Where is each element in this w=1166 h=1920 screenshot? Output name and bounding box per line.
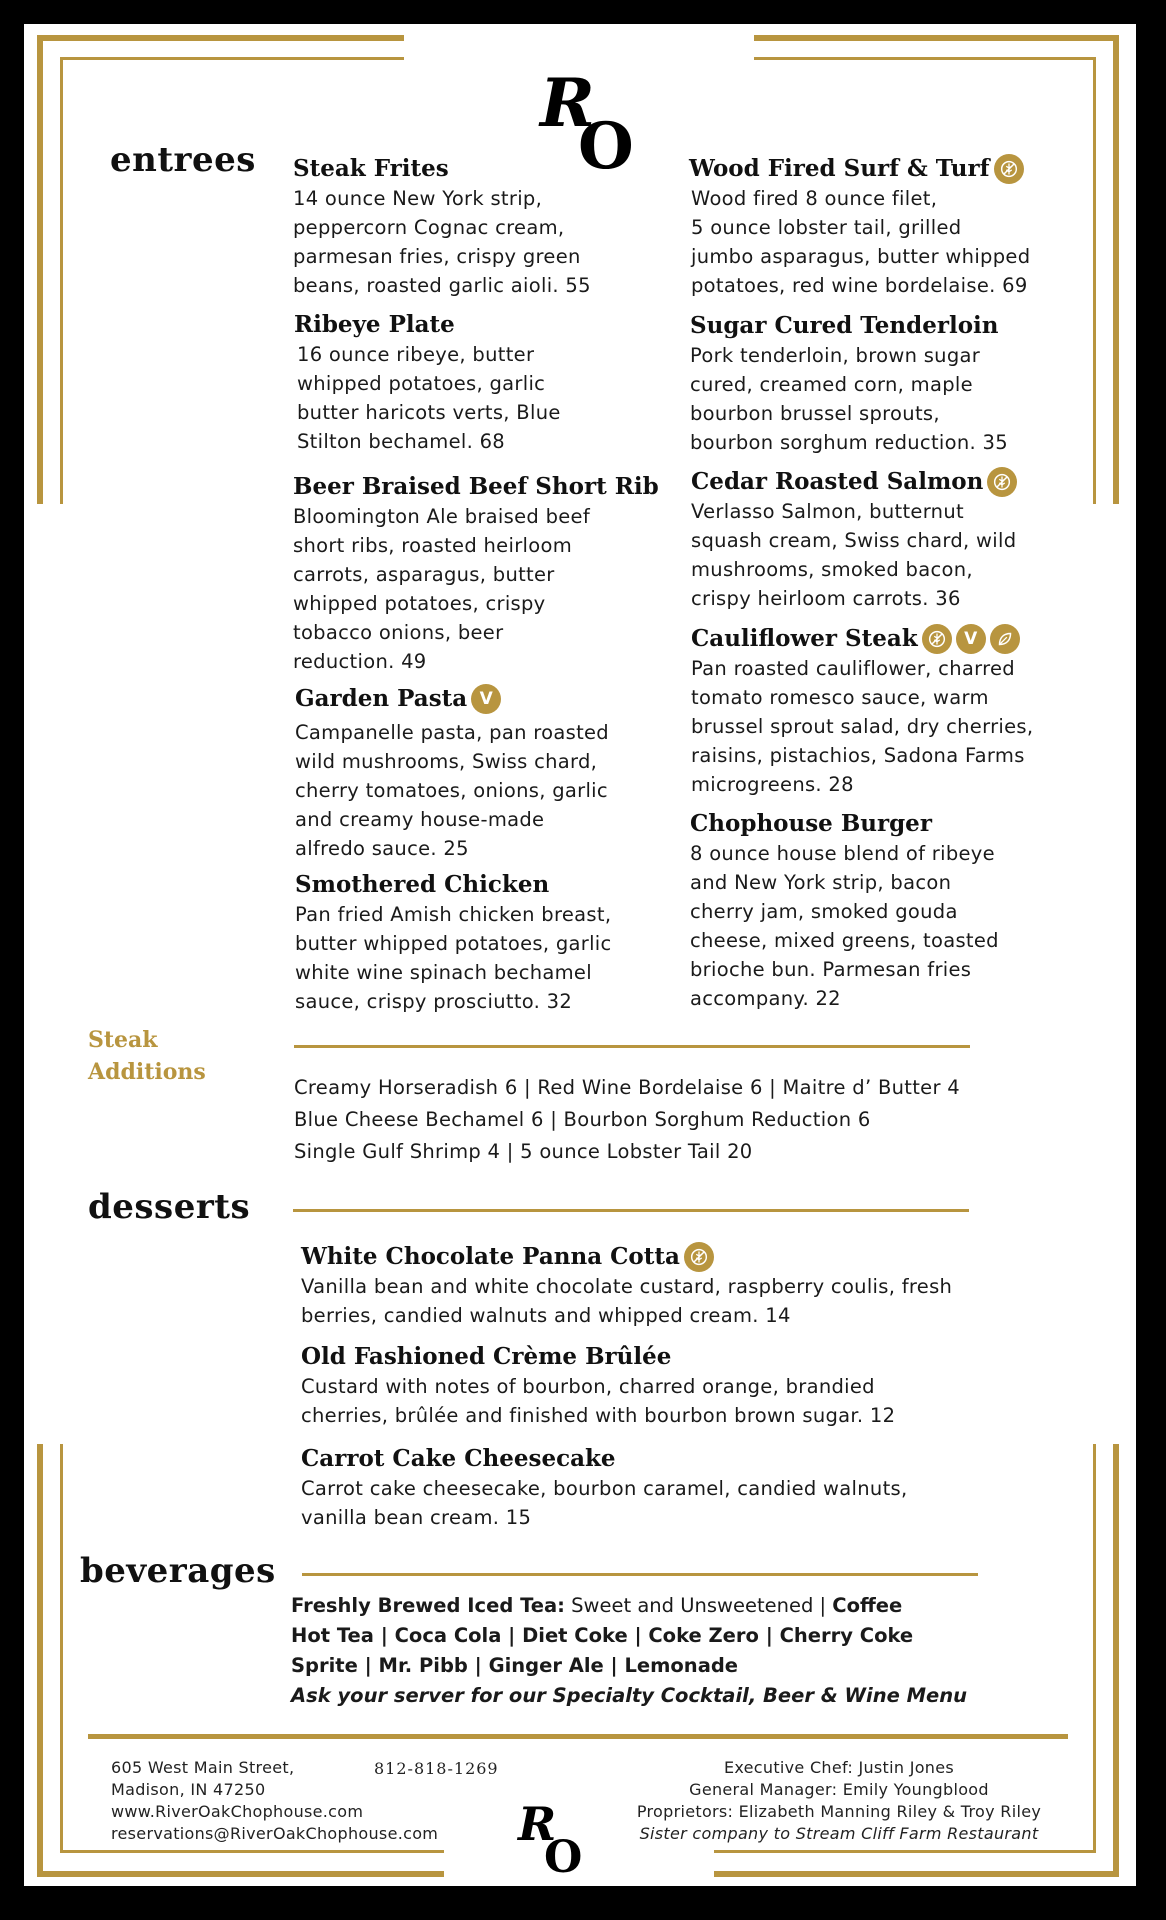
dish-name: White Chocolate Panna Cotta [301, 1242, 1101, 1272]
vegan-leaf-icon [990, 624, 1020, 654]
beverages-list: Freshly Brewed Iced Tea: Sweet and Unsweetened | Coffee Hot Tea | Coca Cola | Diet Coke | Coke Zero | Cherry Coke Sprite | Mr. Pibb | Ginger Ale | Lemonade Ask your server for our Specialty Cocktail, Beer & Wine Menu [291, 1594, 968, 1707]
phone-number[interactable]: 812-818-1269 [374, 1759, 499, 1778]
dish-desc: Carrot cake cheesecake, bourbon caramel, candied walnuts, vanilla bean cream. 15 [301, 1477, 908, 1529]
dish-name: Carrot Cake Cheesecake [301, 1445, 616, 1472]
dish-name: Cauliflower Steak V [691, 624, 1121, 654]
menu-item [293, 472, 683, 676]
menu-item [301, 1342, 1101, 1430]
website-link[interactable]: www.RiverOakChophouse.com [111, 1802, 364, 1821]
dish-name: Smothered Chicken [295, 871, 550, 898]
dish-name: Old Fashioned Crème Brûlée [301, 1343, 672, 1370]
menu-item [294, 310, 684, 456]
svg-text:O: O [578, 109, 634, 174]
dish-desc: Pan fried Amish chicken breast, butter whipped potatoes, garlic white wine spinach bechamel sauce, crispy prosciutto. 32 [295, 903, 612, 1013]
menu-item [301, 1444, 1101, 1532]
dish-desc: Bloomington Ale braised beef short ribs, roasted heirloom carrots, asparagus, butter whipped potatoes, crispy tobacco onions, beer reduction. 49 [293, 505, 591, 673]
dish-name: Cedar Roasted Salmon [691, 467, 1111, 497]
gluten-free-icon [994, 154, 1024, 184]
beverages-title: beverages [80, 1551, 276, 1591]
desserts-title: desserts [88, 1187, 251, 1227]
menu-item [689, 154, 1119, 300]
divider [294, 1045, 970, 1048]
dish-name: Ribeye Plate [294, 311, 455, 338]
divider [302, 1573, 978, 1576]
menu-item [690, 809, 1110, 1013]
dish-name: Garden Pasta V [295, 684, 685, 714]
menu-page [24, 24, 1136, 1886]
svg-text:R: R [540, 64, 595, 142]
menu-item [690, 311, 1110, 457]
svg-text:O: O [544, 1832, 583, 1876]
dish-desc: 14 ounce New York strip, peppercorn Cognac cream, parmesan fries, crispy green beans, roasted garlic aioli. 55 [293, 187, 591, 297]
dish-desc: 16 ounce ribeye, butter whipped potatoes, garlic butter haricots verts, Blue Stilton bechamel. 68 [297, 343, 561, 453]
bottom-logo [516, 1796, 586, 1876]
footer-divider [88, 1734, 1068, 1739]
dish-desc: Pork tenderloin, brown sugar cured, creamed corn, maple bourbon brussel sprouts, bourbon sorghum reduction. 35 [690, 344, 1008, 454]
menu-item [691, 624, 1121, 799]
dish-desc: Pan roasted cauliflower, charred tomato romesco sauce, warm brussel sprout salad, dry cherries, raisins, pistachios, Sadona Farms microgreens. 28 [691, 657, 1034, 796]
address-block: 605 West Main Street, Madison, IN 47250 www.RiverOakChophouse.com reservations@RiverOakChophouse.com [111, 1758, 439, 1843]
dish-name: Beer Braised Beef Short Rib [293, 473, 659, 500]
menu-item [295, 684, 685, 863]
dish-desc: 8 ounce house blend of ribeye and New York strip, bacon cherry jam, smoked gouda cheese, mixed greens, toasted brioche bun. Parmesan fries accompany. 22 [690, 842, 999, 1010]
gluten-free-icon [684, 1242, 714, 1272]
menu-item [691, 467, 1111, 613]
menu-item [293, 154, 683, 300]
gluten-free-icon [987, 467, 1017, 497]
dish-desc: Campanelle pasta, pan roasted wild mushrooms, Swiss chard, cherry tomatoes, onions, garlic and creamy house-made alfredo sauce. 25 [295, 721, 609, 860]
staff-block: Executive Chef: Justin Jones General Manager: Emily Youngblood Proprietors: Elizabeth Manning Riley & Troy Riley Sister company to Stream Cliff Farm Restaurant [636, 1758, 1042, 1843]
steak-additions-title: Steak Additions [88, 1027, 206, 1085]
steak-additions-list: Creamy Horseradish 6 | Red Wine Bordelaise 6 | Maitre d’ Butter 4 Blue Cheese Bechamel 6 | Bourbon Sorghum Reduction 6 Single Gulf Shrimp 4 | 5 ounce Lobster Tail 20 [294, 1076, 960, 1163]
vegetarian-icon: V [471, 684, 501, 714]
dish-desc: Wood fired 8 ounce filet, 5 ounce lobster tail, grilled jumbo asparagus, butter whipped potatoes, red wine bordelaise. 69 [691, 187, 1031, 297]
dish-name: Chophouse Burger [690, 810, 932, 837]
svg-text:R: R [518, 1797, 557, 1851]
entrees-title: entrees [110, 140, 256, 180]
dish-name: Wood Fired Surf & Turf [689, 154, 1119, 184]
gluten-free-icon [922, 624, 952, 654]
email-link[interactable]: reservations@RiverOakChophouse.com [111, 1824, 439, 1843]
dish-name: Steak Frites [293, 155, 449, 182]
dish-desc: Custard with notes of bourbon, charred orange, brandied cherries, brûlée and finished with bourbon brown sugar. 12 [301, 1375, 896, 1427]
divider [293, 1209, 969, 1212]
dish-name: Sugar Cured Tenderloin [690, 312, 999, 339]
menu-item [295, 870, 690, 1016]
dish-desc: Verlasso Salmon, butternut squash cream, Swiss chard, wild mushrooms, smoked bacon, crispy heirloom carrots. 36 [691, 500, 1017, 610]
vegetarian-icon: V [956, 624, 986, 654]
dish-desc: Vanilla bean and white chocolate custard, raspberry coulis, fresh berries, candied walnuts and whipped cream. 14 [301, 1275, 953, 1327]
menu-item [301, 1242, 1101, 1330]
